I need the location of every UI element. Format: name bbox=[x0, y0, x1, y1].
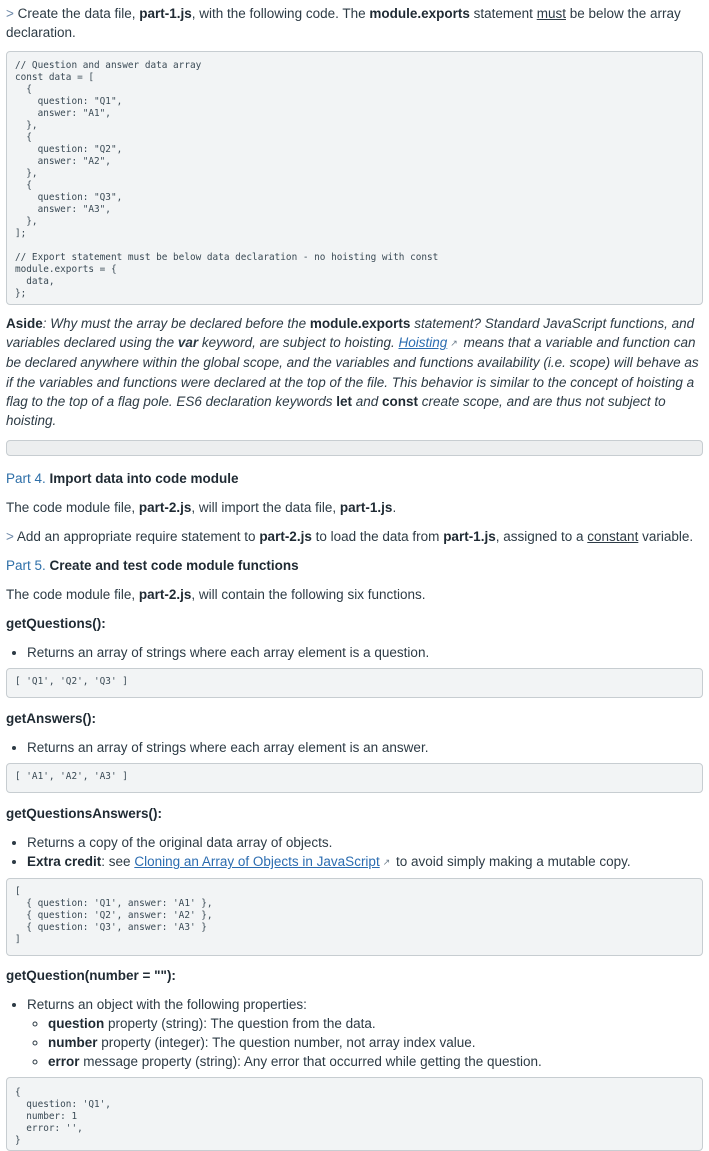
list-item: • Returns an array of strings where each array element is an answer. bbox=[27, 738, 703, 757]
aside-paragraph: Aside: Why must the array be declared before the module.exports statement? Standard JavaScript functions, and variables declared using the var keyword, are subject to hoisting. Hoisting ↗ means that a variable and function can be declared anywhere within the global scope, and the variables and functions availability (i.e. scope) will behave as if the variables and functions were declared at the top of the file. This behavior is similar to the concept of hoisting a flag to the top of a flag pole. ES6 declaration keywords let and const create scope, and are thus not subject to hoisting. bbox=[6, 316, 699, 429]
fn-get-question-list bbox=[6, 995, 703, 1071]
list-item: ◦ number property (integer): The question number, not array index value. bbox=[48, 1033, 703, 1052]
external-link-icon: ↗ bbox=[382, 857, 391, 868]
list-item: • Returns a copy of the original data array of objects. bbox=[27, 833, 703, 852]
part4-paragraph-2: > Add an appropriate require statement to part-2.js to load the data from part-1.js, assigned to a constant variable. bbox=[6, 529, 694, 545]
list-item: • Returns an array of strings where each array element is a question. bbox=[27, 643, 703, 662]
cloning-array-link[interactable]: Cloning an Array of Objects in JavaScript bbox=[134, 854, 380, 870]
part4-paragraph-1: The code module file, part-2.js, will import the data file, part-1.js. bbox=[6, 500, 397, 516]
fn-get-question-heading: getQuestion(number = ""): bbox=[6, 968, 176, 984]
fn-get-questions-answers-list bbox=[6, 833, 703, 872]
code-block-get-answers: [ 'A1', 'A2', 'A3' ] bbox=[6, 763, 703, 793]
part5-heading: Part 5. Create and test code module functions bbox=[6, 558, 299, 574]
hoisting-link[interactable]: Hoisting bbox=[398, 335, 448, 351]
external-link-icon: ↗ bbox=[450, 338, 458, 349]
part5-paragraph: The code module file, part-2.js, will contain the following six functions. bbox=[6, 587, 426, 603]
fn-get-questions-list bbox=[6, 643, 703, 662]
list-item: • Extra credit: see Cloning an Array of Objects in JavaScript ↗ to avoid simply making a mutable copy. bbox=[27, 852, 703, 872]
fn-get-questions-heading: getQuestions(): bbox=[6, 616, 106, 632]
list-item: ◦ error message property (string): Any error that occurred while getting the question. bbox=[48, 1052, 703, 1071]
list-item: • Returns an object with the following properties: ◦ question property (string): The question from the data. ◦ number property (integer): The question number, not array index value. ◦ error message property (string): Any error that occurred while getting the question. bbox=[27, 995, 703, 1071]
code-block-get-questions: [ 'Q1', 'Q2', 'Q3' ] bbox=[6, 668, 703, 698]
fn-get-answers-heading: getAnswers(): bbox=[6, 711, 97, 727]
step-marker: > bbox=[6, 6, 14, 21]
code-block-data-file: // Question and answer data array const data = [ { question: "Q1", answer: "A1", }, { question: "Q2", answer: "A2", }, { question: "Q3", answer: "A3", }, ]; // Export statement must be below data declaration - no hoisting with const module.exports = { data, }; bbox=[6, 51, 703, 305]
fn-get-questions-answers-heading: getQuestionsAnswers(): bbox=[6, 806, 163, 822]
aside-label: Aside bbox=[6, 316, 43, 331]
fn-get-answers-list bbox=[6, 738, 703, 757]
list-item: ◦ question property (string): The question from the data. bbox=[48, 1014, 703, 1033]
fn-get-question-sublist bbox=[27, 1014, 703, 1071]
code-block-get-question: { question: 'Q1', number: 1 error: '', } bbox=[6, 1077, 703, 1151]
intro-paragraph: > Create the data file, part-1.js, with the following code. The module.exports statement must be below the array declaration. bbox=[6, 6, 681, 40]
divider-bar bbox=[6, 440, 703, 456]
code-block-get-questions-answers: [ { question: 'Q1', answer: 'A1' }, { question: 'Q2', answer: 'A2' }, { question: 'Q3', answer: 'A3' } ] bbox=[6, 878, 703, 956]
step-marker: > bbox=[6, 529, 14, 545]
part4-heading: Part 4. Import data into code module bbox=[6, 471, 239, 487]
